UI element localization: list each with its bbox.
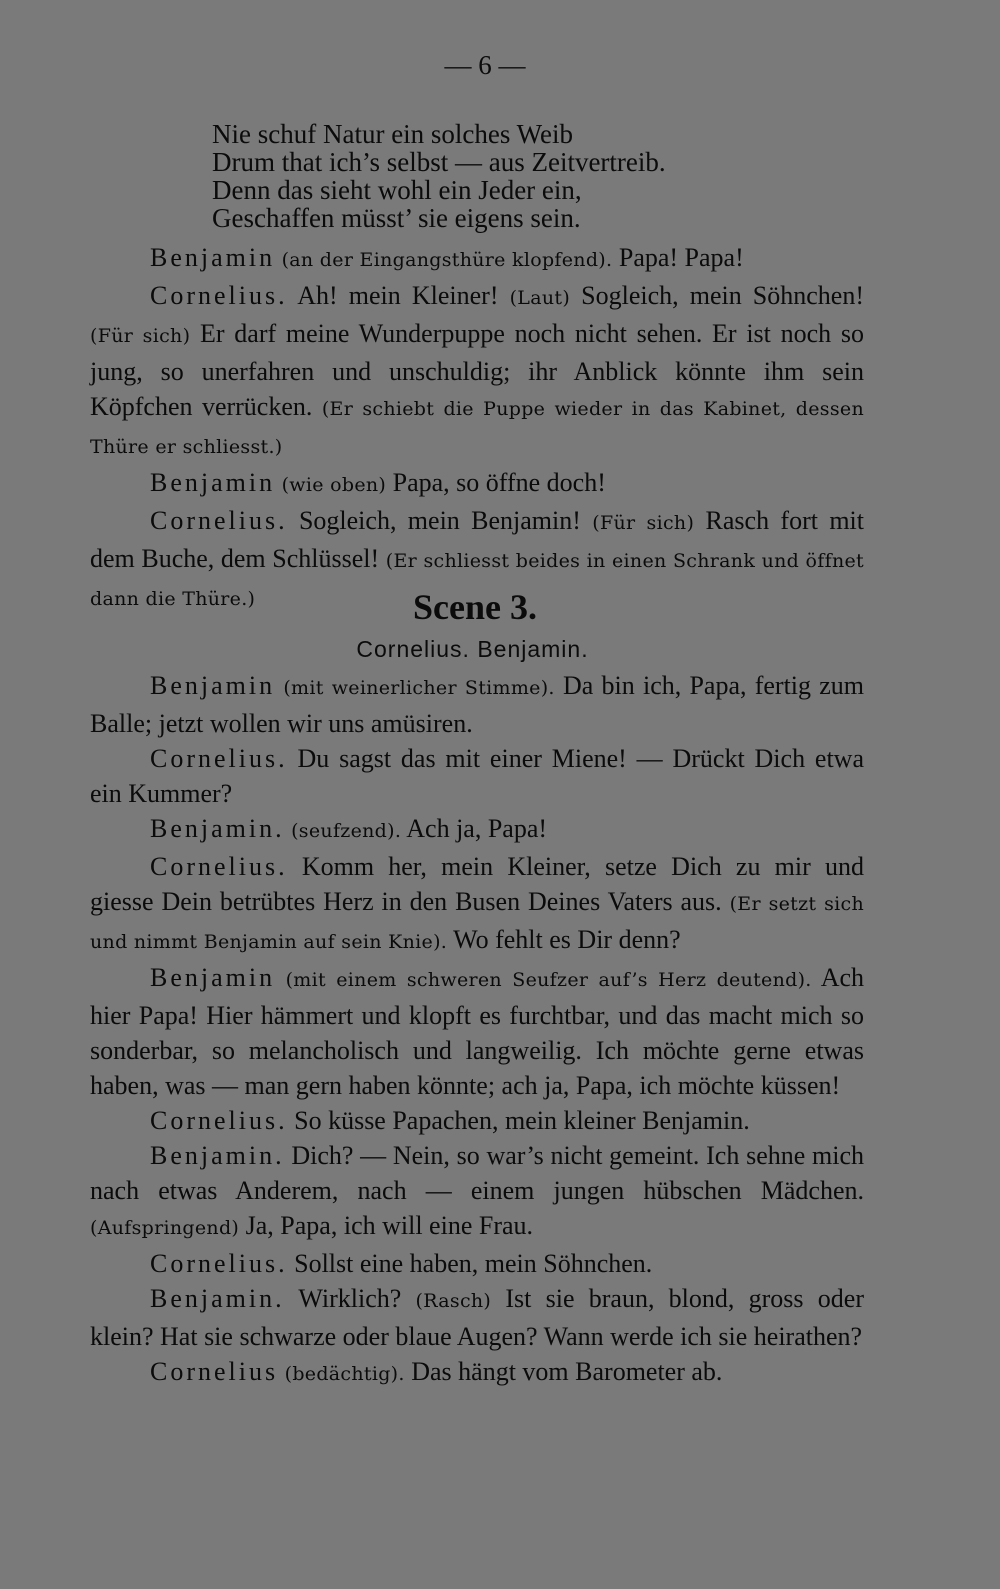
- speech-text: Da bin ich, Papa, fertig zum Balle; jetzt wollen wir uns amüsiren.: [90, 671, 865, 738]
- dialogue-line: [90, 741, 864, 811]
- stage-direction: (Er schliesst beides in einen Schrank und öffnet dann die Thüre.): [90, 550, 864, 610]
- speaker-name: Cornelius.: [150, 744, 288, 773]
- stage-direction: (mit weinerlicher Stimme).: [283, 677, 555, 699]
- speaker-name: Benjamin.: [150, 1141, 285, 1170]
- speech-text: Sogleich, mein Benjamin!: [287, 506, 593, 535]
- speech-text: Rasch fort mit dem Buche, dem Schlüssel!: [90, 506, 864, 573]
- verse-line: Drum that ich’s selbst — aus Zeitvertreib.: [212, 147, 666, 177]
- speaker-name: Benjamin: [150, 671, 276, 700]
- dialogue-line: [90, 278, 864, 465]
- speaker-name: Cornelius: [150, 1357, 279, 1386]
- speech-text: Komm her, mein Kleiner, setze Dich zu mir und giesse Dein betrübtes Herz in den Busen Deines Vaters aus.: [90, 852, 864, 916]
- dialogue-line: [90, 465, 864, 503]
- speech-text: Ah! mein Kleiner!: [287, 281, 510, 310]
- stage-direction: (bedächtig).: [284, 1363, 405, 1385]
- dialogue-line: [90, 1103, 864, 1138]
- speech-text: Du sagst das mit einer Miene! — Drückt Dich etwa ein Kummer?: [90, 744, 864, 808]
- verse-line: Geschaffen müsst’ sie eigens sein.: [212, 203, 581, 233]
- dialogue-block-2: [90, 668, 864, 1392]
- verse-block: [212, 120, 666, 232]
- stage-direction: (Er schiebt die Puppe wieder in das Kabinet, dessen Thüre er schliesst.): [90, 398, 864, 458]
- speaker-name: Cornelius.: [150, 506, 288, 535]
- stage-direction: (Aufspringend): [90, 1217, 240, 1239]
- stage-direction: (an der Eingangsthüre klopfend).: [281, 249, 613, 271]
- speech-text: Ja, Papa, ich will eine Frau.: [239, 1211, 534, 1240]
- speech-text: Er darf meine Wunderpuppe noch nicht sehen. Er ist noch so jung, so unerfahren und unschuldig; ihr Anblick könnte ihm sein Köpfchen verrücken.: [90, 319, 864, 421]
- speaker-name: Benjamin.: [150, 814, 285, 843]
- dialogue-line: [90, 240, 864, 278]
- speech-text: Wo fehlt es Dir denn?: [447, 925, 681, 954]
- speech-text: Papa, so öffne doch!: [386, 468, 606, 497]
- stage-direction: (Für sich): [90, 325, 191, 347]
- speaker-name: Benjamin: [150, 963, 276, 992]
- speech-text: Sollst eine haben, mein Söhnchen.: [287, 1249, 653, 1278]
- stage-direction: (mit einem schweren Seufzer auf’s Herz deutend).: [285, 969, 812, 991]
- speech-text: Papa! Papa!: [612, 243, 744, 272]
- dialogue-line: [90, 1138, 864, 1246]
- speech-text: So küsse Papachen, mein kleiner Benjamin.: [287, 1106, 750, 1135]
- speech-text: Das hängt vom Barometer ab.: [404, 1357, 723, 1386]
- speaker-name: Benjamin.: [150, 1284, 285, 1313]
- speaker-name: Cornelius.: [150, 1249, 288, 1278]
- speech-text: Ach ja, Papa!: [401, 814, 548, 843]
- speaker-name: Cornelius.: [150, 852, 288, 881]
- stage-direction: (Laut): [509, 287, 571, 309]
- scene-title: Scene 3.: [413, 587, 537, 627]
- stage-direction: (wie oben): [281, 474, 387, 496]
- speaker-name: Benjamin: [150, 243, 276, 272]
- speech-text: Ach hier Papa! Hier hämmert und klopft es furchtbar, und das macht mich so sonderbar, so melancholisch und langweilig. Ich möchte gerne etwas haben, was — man gern haben könnte; ach ja, Papa, ich möchte küssen!: [90, 963, 865, 1100]
- stage-direction: (Er setzt sich und nimmt Benjamin auf sein Knie).: [90, 893, 864, 953]
- dialogue-line: [90, 811, 864, 849]
- speech-text: Wirklich?: [284, 1284, 416, 1313]
- dialogue-line: [90, 960, 864, 1103]
- dialogue-line: [90, 1281, 864, 1354]
- speech-text: Sogleich, mein Söhnchen!: [570, 281, 864, 310]
- dialogue-line: [90, 849, 864, 960]
- dialogue-line: [90, 1246, 864, 1281]
- dialogue-line: [90, 1354, 864, 1392]
- speaker-name: Benjamin: [150, 468, 276, 497]
- dialogue-block-1: [90, 240, 864, 617]
- page-number: — 6 —: [444, 50, 526, 80]
- verse-line: Nie schuf Natur ein solches Weib: [212, 119, 573, 149]
- speech-text: Dich? — Nein, so war’s nicht gemeint. Ich sehne mich nach etwas Anderem, nach — einem jungen hübschen Mädchen.: [90, 1141, 864, 1205]
- speaker-name: Cornelius.: [150, 1106, 288, 1135]
- scene-persons: Cornelius. Benjamin.: [356, 636, 589, 662]
- speech-text: Ist sie braun, blond, gross oder klein? Hat sie schwarze oder blaue Augen? Wann werde ich sie heirathen?: [90, 1284, 864, 1351]
- stage-direction: (Für sich): [592, 512, 695, 534]
- verse-line: Denn das sieht wohl ein Jeder ein,: [212, 175, 582, 205]
- stage-direction: (Rasch): [415, 1290, 492, 1312]
- stage-direction: (seufzend).: [291, 820, 402, 842]
- speaker-name: Cornelius.: [150, 281, 288, 310]
- dialogue-line: [90, 668, 864, 741]
